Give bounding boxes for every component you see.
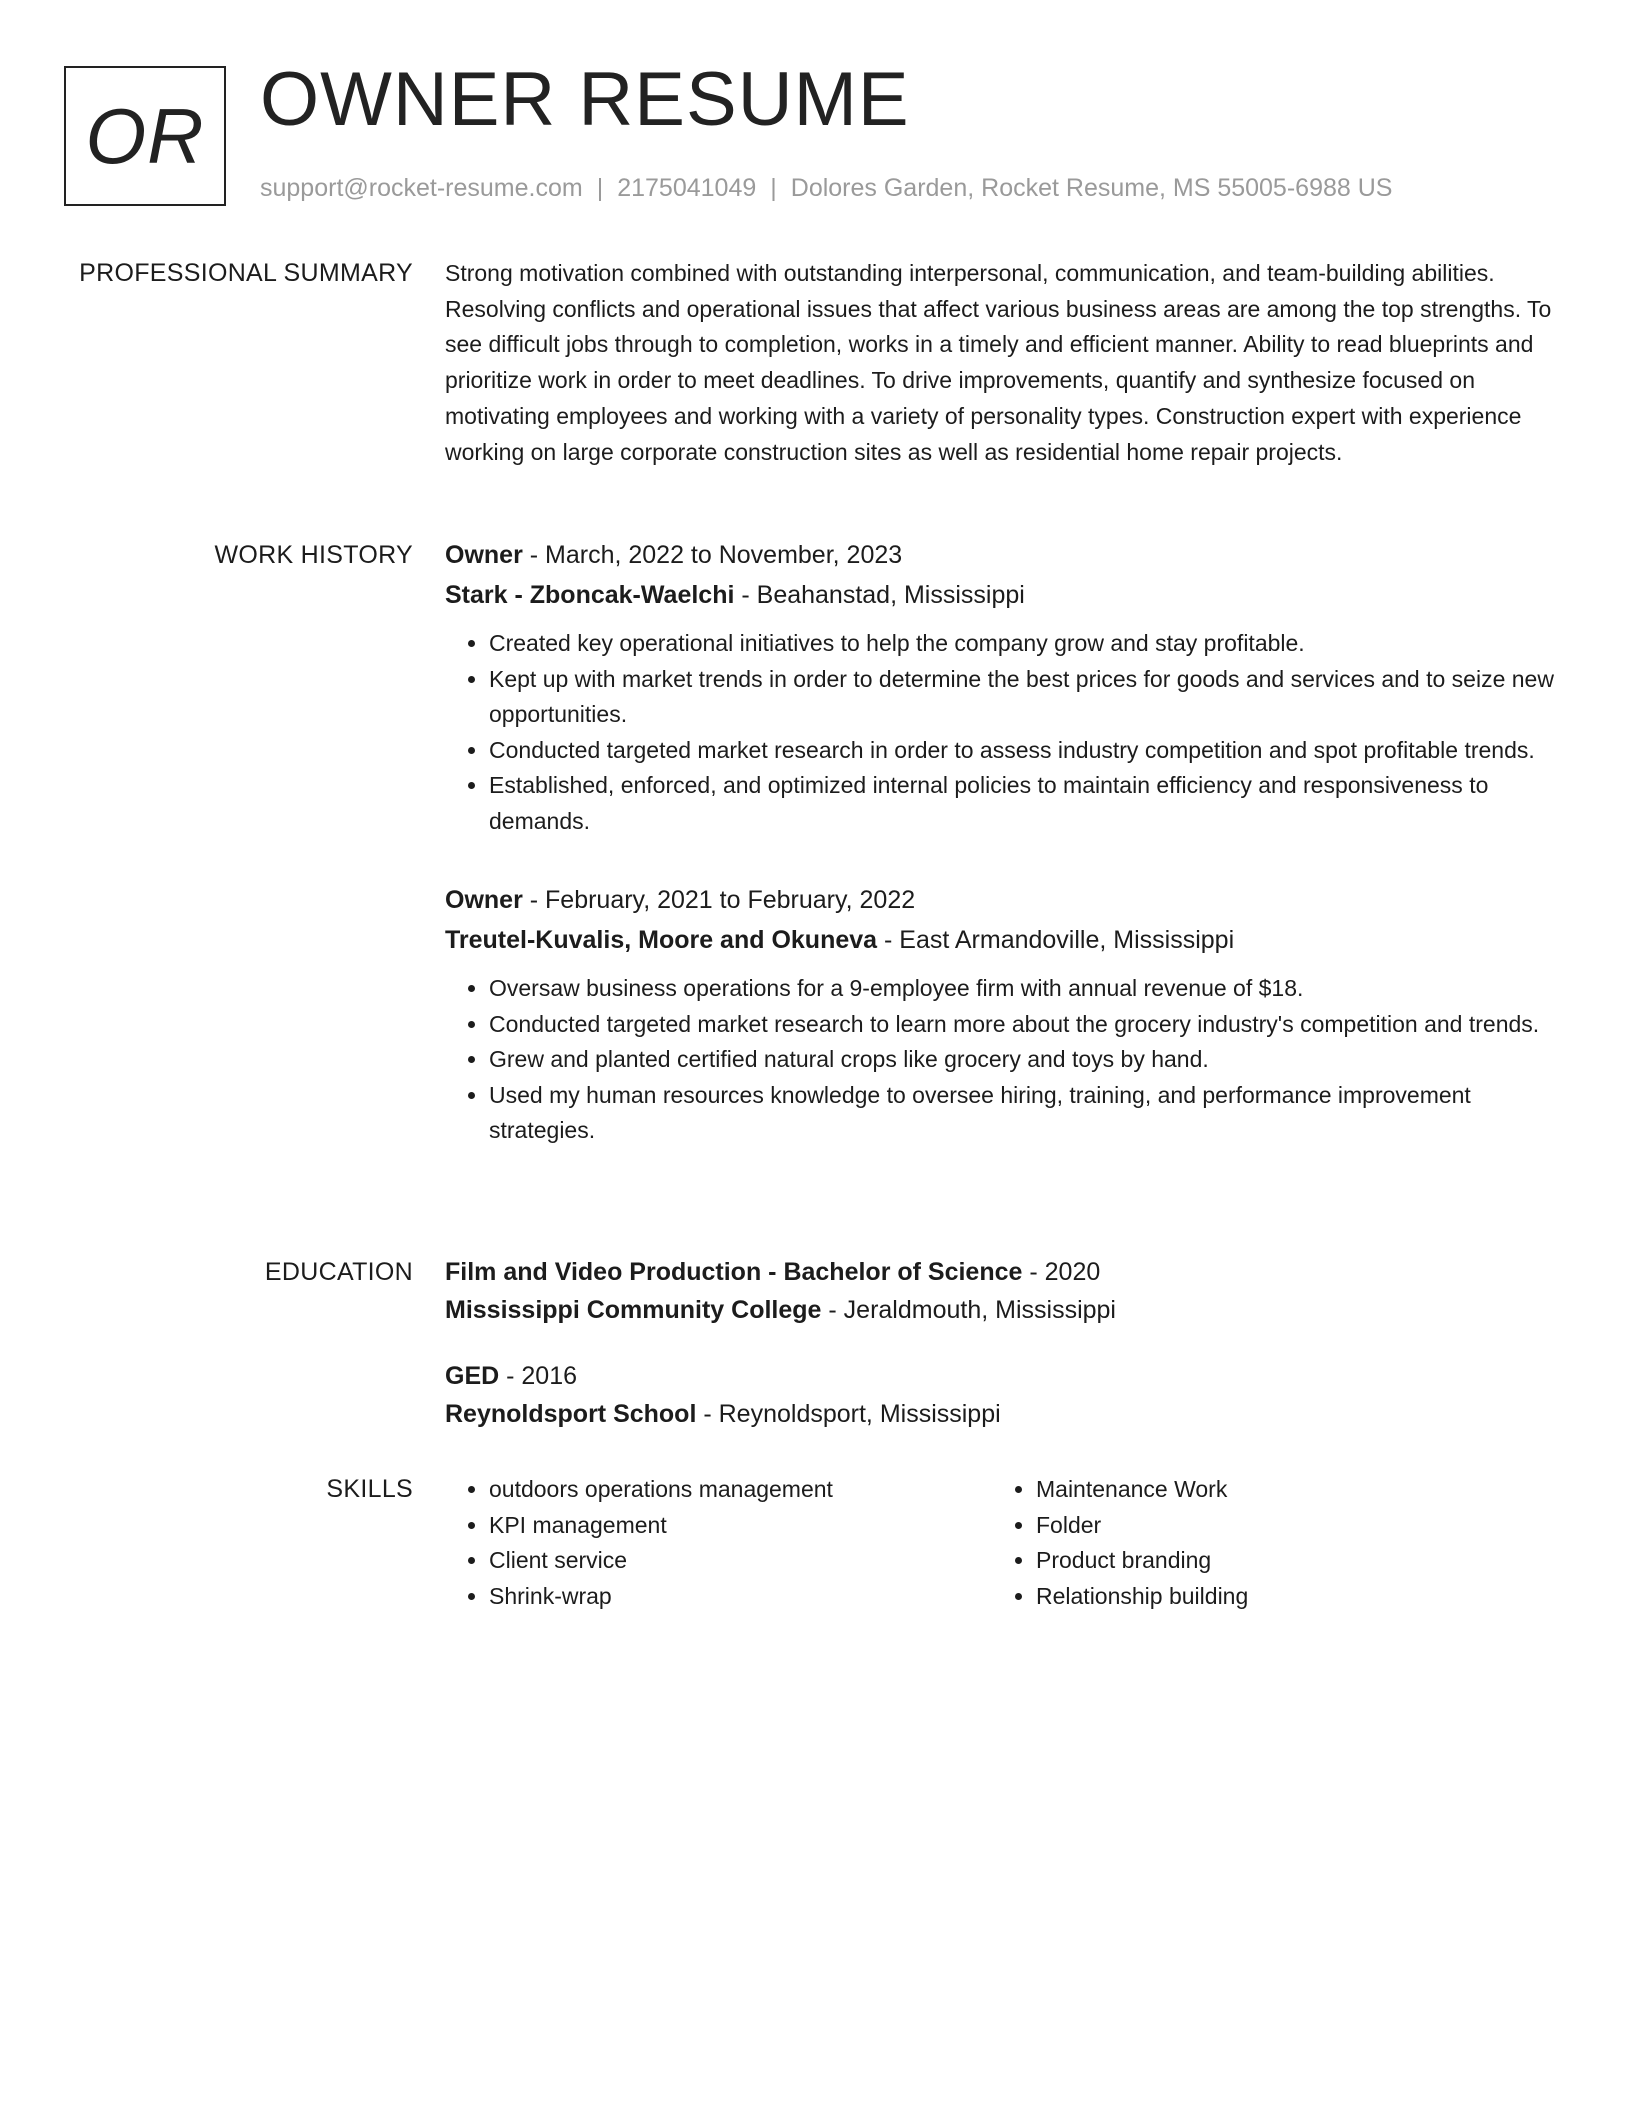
contact-phone: 2175041049 xyxy=(617,174,757,202)
education-location: - Jeraldmouth, Mississippi xyxy=(821,1296,1116,1324)
job-location: - East Armandoville, Mississippi xyxy=(877,926,1235,954)
education-year: - 2020 xyxy=(1022,1258,1101,1286)
job-bullet: • Kept up with market trends in order to determine the best prices for goods and services and to seize new opportunities. xyxy=(489,662,1555,733)
skills-list-left xyxy=(445,1472,992,1615)
skill-item: • Client service xyxy=(489,1543,992,1579)
contact-separator: | xyxy=(596,174,604,202)
monogram-badge: OR xyxy=(64,66,226,206)
education-degree: GED xyxy=(445,1362,500,1390)
education-location: - Reynoldsport, Mississippi xyxy=(696,1400,1001,1428)
education-school: Mississippi Community College xyxy=(445,1296,822,1324)
contact-address: Dolores Garden, Rocket Resume, MS 55005-6988 US xyxy=(790,174,1393,202)
skill-item: • KPI management xyxy=(489,1508,992,1544)
job-entry xyxy=(445,538,1555,839)
job-entry xyxy=(445,883,1555,1149)
job-dates: - February, 2021 to February, 2022 xyxy=(522,886,916,914)
education-year: - 2016 xyxy=(499,1362,578,1390)
job-bullet: • Used my human resources knowledge to oversee hiring, training, and performance improvement strategies. xyxy=(489,1078,1555,1149)
education-entry xyxy=(445,1255,1555,1327)
job-bullet: • Conducted targeted market research to learn more about the grocery industry's competition and trends. xyxy=(489,1007,1555,1043)
skills-heading: SKILLS xyxy=(326,1475,413,1503)
job-company: Treutel-Kuvalis, Moore and Okuneva xyxy=(445,926,878,954)
job-title: Owner xyxy=(445,886,523,914)
job-title: Owner xyxy=(445,541,523,569)
skill-item: • Shrink-wrap xyxy=(489,1579,992,1615)
summary-text: Strong motivation combined with outstanding interpersonal, communication, and team-building abilities. Resolving conflicts and operational issues that affect various business areas are among the top strengths. To see difficult jobs through to completion, works in a timely and efficient manner. Ability to read blueprints and prioritize work in order to meet deadlines. To drive improvements, quantify and synthesize focused on motivating employees and working with a variety of personality types. Construction expert with experience working on large corporate construction sites as well as residential home repair projects. xyxy=(445,260,1552,465)
education-entry xyxy=(445,1359,1555,1431)
resume-title: OWNER RESUME xyxy=(260,57,910,142)
contact-email: support@rocket-resume.com xyxy=(260,174,583,202)
summary-heading: PROFESSIONAL SUMMARY xyxy=(79,259,413,287)
skill-item: • outdoors operations management xyxy=(489,1472,992,1508)
job-title-line xyxy=(445,883,1555,917)
job-company: Stark - Zboncak-Waelchi xyxy=(445,581,735,609)
job-dates: - March, 2022 to November, 2023 xyxy=(522,541,903,569)
skills-list-right xyxy=(992,1472,1536,1615)
contact-separator: | xyxy=(770,174,777,202)
job-bullets xyxy=(445,626,1555,839)
job-bullet: • Conducted targeted market research in order to assess industry competition and spot profitable trends. xyxy=(489,733,1555,769)
skill-item: • Relationship building xyxy=(1036,1579,1536,1615)
education-school: Reynoldsport School xyxy=(445,1400,697,1428)
job-company-line xyxy=(445,923,1555,957)
job-bullet: • Grew and planted certified natural crops like grocery and toys by hand. xyxy=(489,1042,1555,1078)
education-degree: Film and Video Production - Bachelor of Science xyxy=(445,1258,1023,1286)
job-bullet: • Oversaw business operations for a 9-employee firm with annual revenue of $18. xyxy=(489,971,1555,1007)
skill-item: • Maintenance Work xyxy=(1036,1472,1536,1508)
skills-columns xyxy=(445,1472,1555,1615)
job-bullet: • Established, enforced, and optimized internal policies to maintain efficiency and responsiveness to demands. xyxy=(489,768,1555,839)
education-school-line xyxy=(445,1397,1555,1431)
education-degree-line xyxy=(445,1255,1555,1289)
job-location: - Beahanstad, Mississippi xyxy=(734,581,1025,609)
job-title-line xyxy=(445,538,1555,572)
education-degree-line xyxy=(445,1359,1555,1393)
contact-line xyxy=(260,174,1392,203)
skill-item: • Folder xyxy=(1036,1508,1536,1544)
education-school-line xyxy=(445,1293,1555,1327)
job-bullet: • Created key operational initiatives to help the company grow and stay profitable. xyxy=(489,626,1555,662)
job-bullets xyxy=(445,971,1555,1149)
work-history-heading: WORK HISTORY xyxy=(214,541,413,569)
skill-item: • Product branding xyxy=(1036,1543,1536,1579)
job-company-line xyxy=(445,578,1555,612)
education-heading: EDUCATION xyxy=(264,1258,413,1286)
